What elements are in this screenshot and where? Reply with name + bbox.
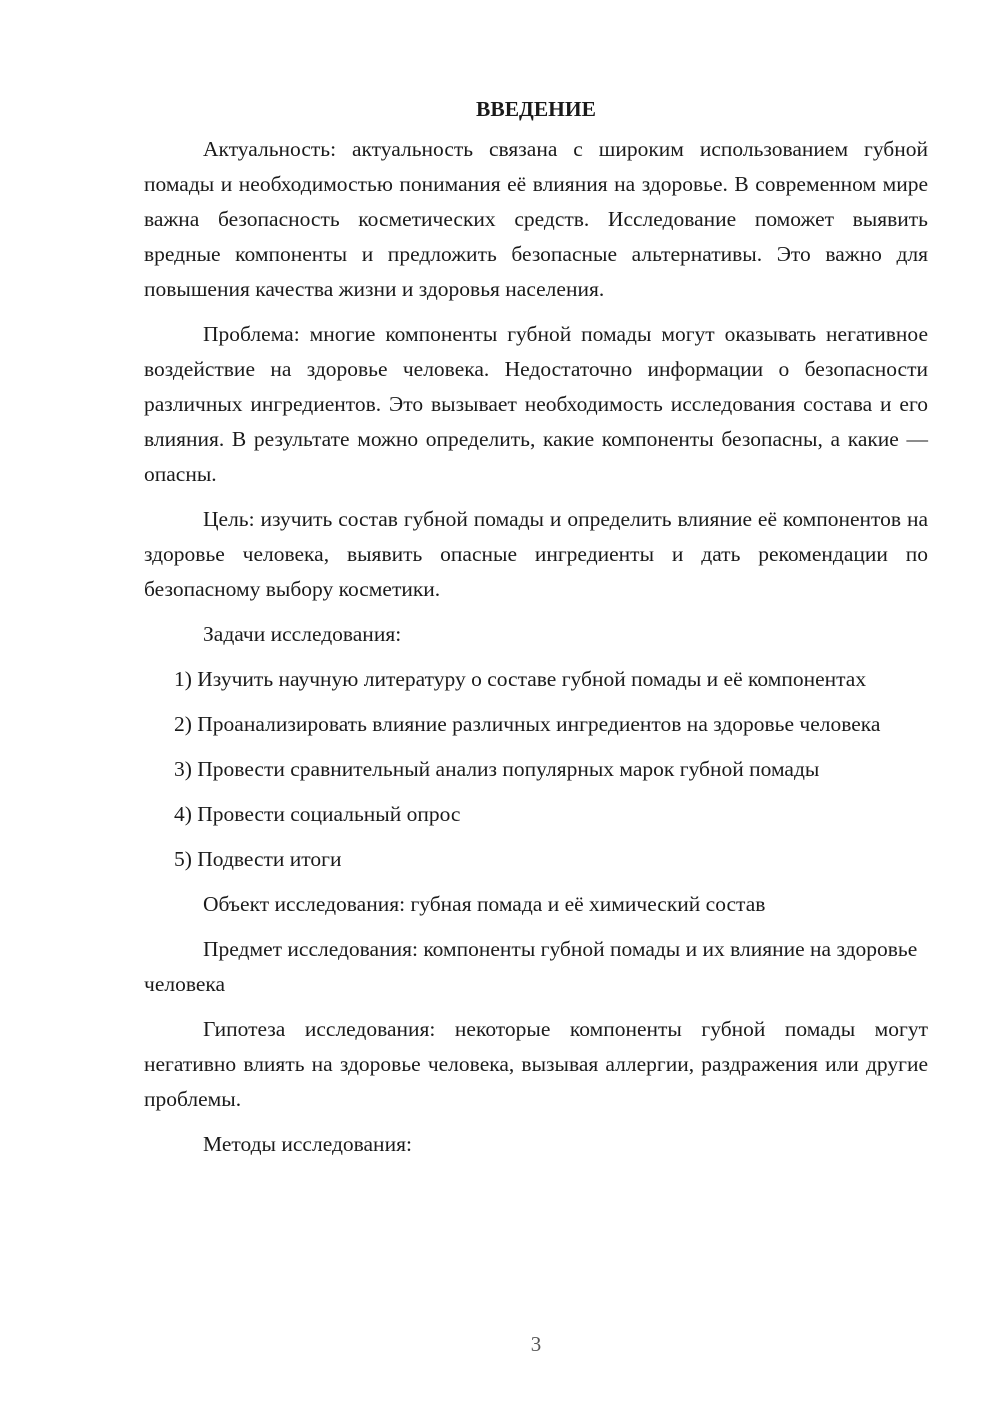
object-paragraph: Объект исследования: губная помада и её химический состав [203, 892, 766, 916]
task-item-4: 4) Провести социальный опрос [174, 802, 461, 826]
subject-paragraph: Предмет исследования: компоненты губной помады и их влияние на здоровье человека [144, 937, 918, 996]
relevance-paragraph: Актуальность: актуальность связана с широким использованием губной помады и необходимостью понимания её влияния на здоровье. В современном мире важна безопасность косметических средств. Исследование поможет выявить вредные компоненты и предложить безопасные альтернативы. Это важно для повышения качества жизни и здоровья населения. [144, 137, 928, 301]
goal-paragraph: Цель: изучить состав губной помады и определить влияние её компонентов на здоровье человека, выявить опасные ингредиенты и дать рекомендации по безопасному выбору косметики. [144, 507, 928, 601]
hypothesis-paragraph: Гипотеза исследования: некоторые компоненты губной помады могут негативно влиять на здоровье человека, вызывая аллергии, раздражения или другие проблемы. [144, 1017, 928, 1111]
methods-title: Методы исследования: [203, 1132, 412, 1156]
task-item-5: 5) Подвести итоги [174, 847, 342, 871]
page-number: 3 [530, 1332, 542, 1356]
task-item-2: 2) Проанализировать влияние различных ингредиентов на здоровье человека [174, 712, 881, 736]
problem-paragraph: Проблема: многие компоненты губной помады могут оказывать негативное воздействие на здоровье человека. Недостаточно информации о безопасности различных ингредиентов. Это вызывает необходимость исследования состава и его влияния. В результате можно определить, какие компоненты безопасны, а какие — опасны. [144, 322, 928, 486]
task-item-1: 1) Изучить научную литературу о составе губной помады и её компонентах [174, 667, 867, 691]
tasks-title: Задачи исследования: [203, 622, 402, 646]
section-heading: ВВЕДЕНИЕ [476, 97, 596, 121]
task-item-3: 3) Провести сравнительный анализ популярных марок губной помады [174, 757, 820, 781]
document-page [144, 92, 928, 1172]
